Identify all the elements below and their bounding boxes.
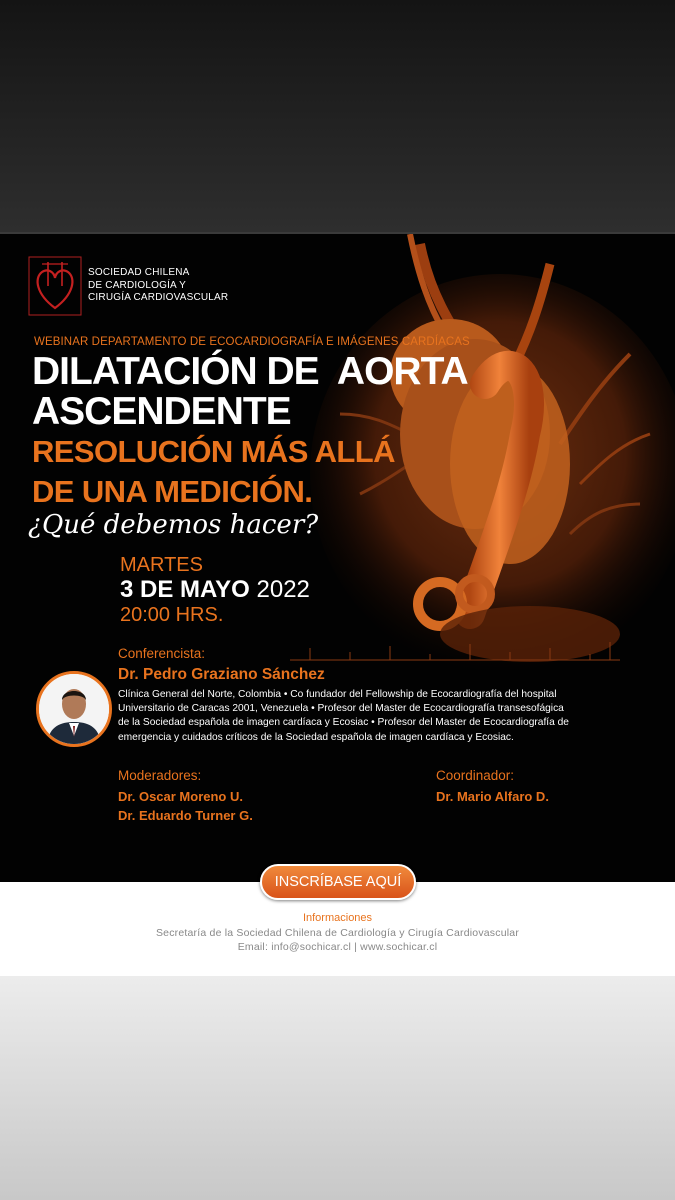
event-subtitle-line2: DE UNA MEDICIÓN. [32,474,313,509]
webinar-department-label: WEBINAR DEPARTAMENTO DE ECOCARDIOGRAFÍA E IMÁGENES CARDÍACAS [34,336,470,348]
event-title [32,352,468,432]
event-subtitle-line1: RESOLUCIÓN MÁS ALLÁ [32,434,395,469]
society-name-line2: DE CARDIOLOGÍA Y [88,279,187,291]
event-time: 20:00 HRS. [120,604,224,626]
speaker-label: Conferencista: [118,646,206,661]
event-title-line2: ASCENDENTE [32,390,291,433]
moderator-name-2: Dr. Eduardo Turner G. [118,808,253,823]
speaker-name: Dr. Pedro Graziano Sánchez [118,666,325,683]
event-date [120,576,310,604]
event-poster [0,232,675,976]
info-contact: Email: info@sochicar.cl | www.sochicar.cl [237,941,438,953]
coordinator-label: Coordinador: [436,768,515,783]
register-button[interactable]: INSCRÍBASE AQUÍ [260,864,416,900]
society-name-line1: SOCIEDAD CHILENA [88,267,190,279]
bottom-background [0,976,675,1200]
info-secretariat: Secretaría de la Sociedad Chilena de Cardiología y Cirugía Cardiovascular [155,927,520,939]
event-title-line1: DILATACIÓN DE AORTA [32,350,468,393]
event-subtitle [32,432,395,512]
speaker-bio [118,688,588,745]
ecg-line-decoration [290,634,620,664]
speaker-bio-line3: de la Sociedad española de imagen cardíaca y Ecosiac • Profesor del Master de Ecocardiografía de [118,717,569,729]
society-name-line3: CIRUGÍA CARDIOVASCULAR [88,292,229,304]
moderators-label: Moderadores: [118,768,202,783]
speaker-bio-line4: emergencia y cuidados críticos de la Sociedad española de imagen cardíaca y Ecosiac. [118,731,514,743]
event-question: ¿Qué debemos hacer? [28,510,319,540]
speaker-portrait-icon [39,674,109,744]
event-date-bold: 3 DE MAYO [120,576,250,603]
top-background [0,0,675,232]
info-title: Informaciones [302,912,373,924]
coordinator-name: Dr. Mario Alfaro D. [436,789,549,804]
speaker-bio-line1: Clínica General del Norte, Colombia • Co fundador del Fellowship de Ecocardiografía del hospital [118,689,557,700]
speaker-bio-line2: Universitario de Caracas 2001, Venezuela • Profesor del Master de Ecocardiografía transesofágica [118,703,564,715]
society-logo [28,256,228,316]
event-year: 2022 [256,576,310,603]
speaker-avatar [36,671,112,747]
society-name [88,267,228,305]
poster-dark-area [0,234,675,882]
event-day: MARTES [120,554,203,576]
moderator-name-1: Dr. Oscar Moreno U. [118,789,243,804]
heart-logo-icon [28,256,82,316]
